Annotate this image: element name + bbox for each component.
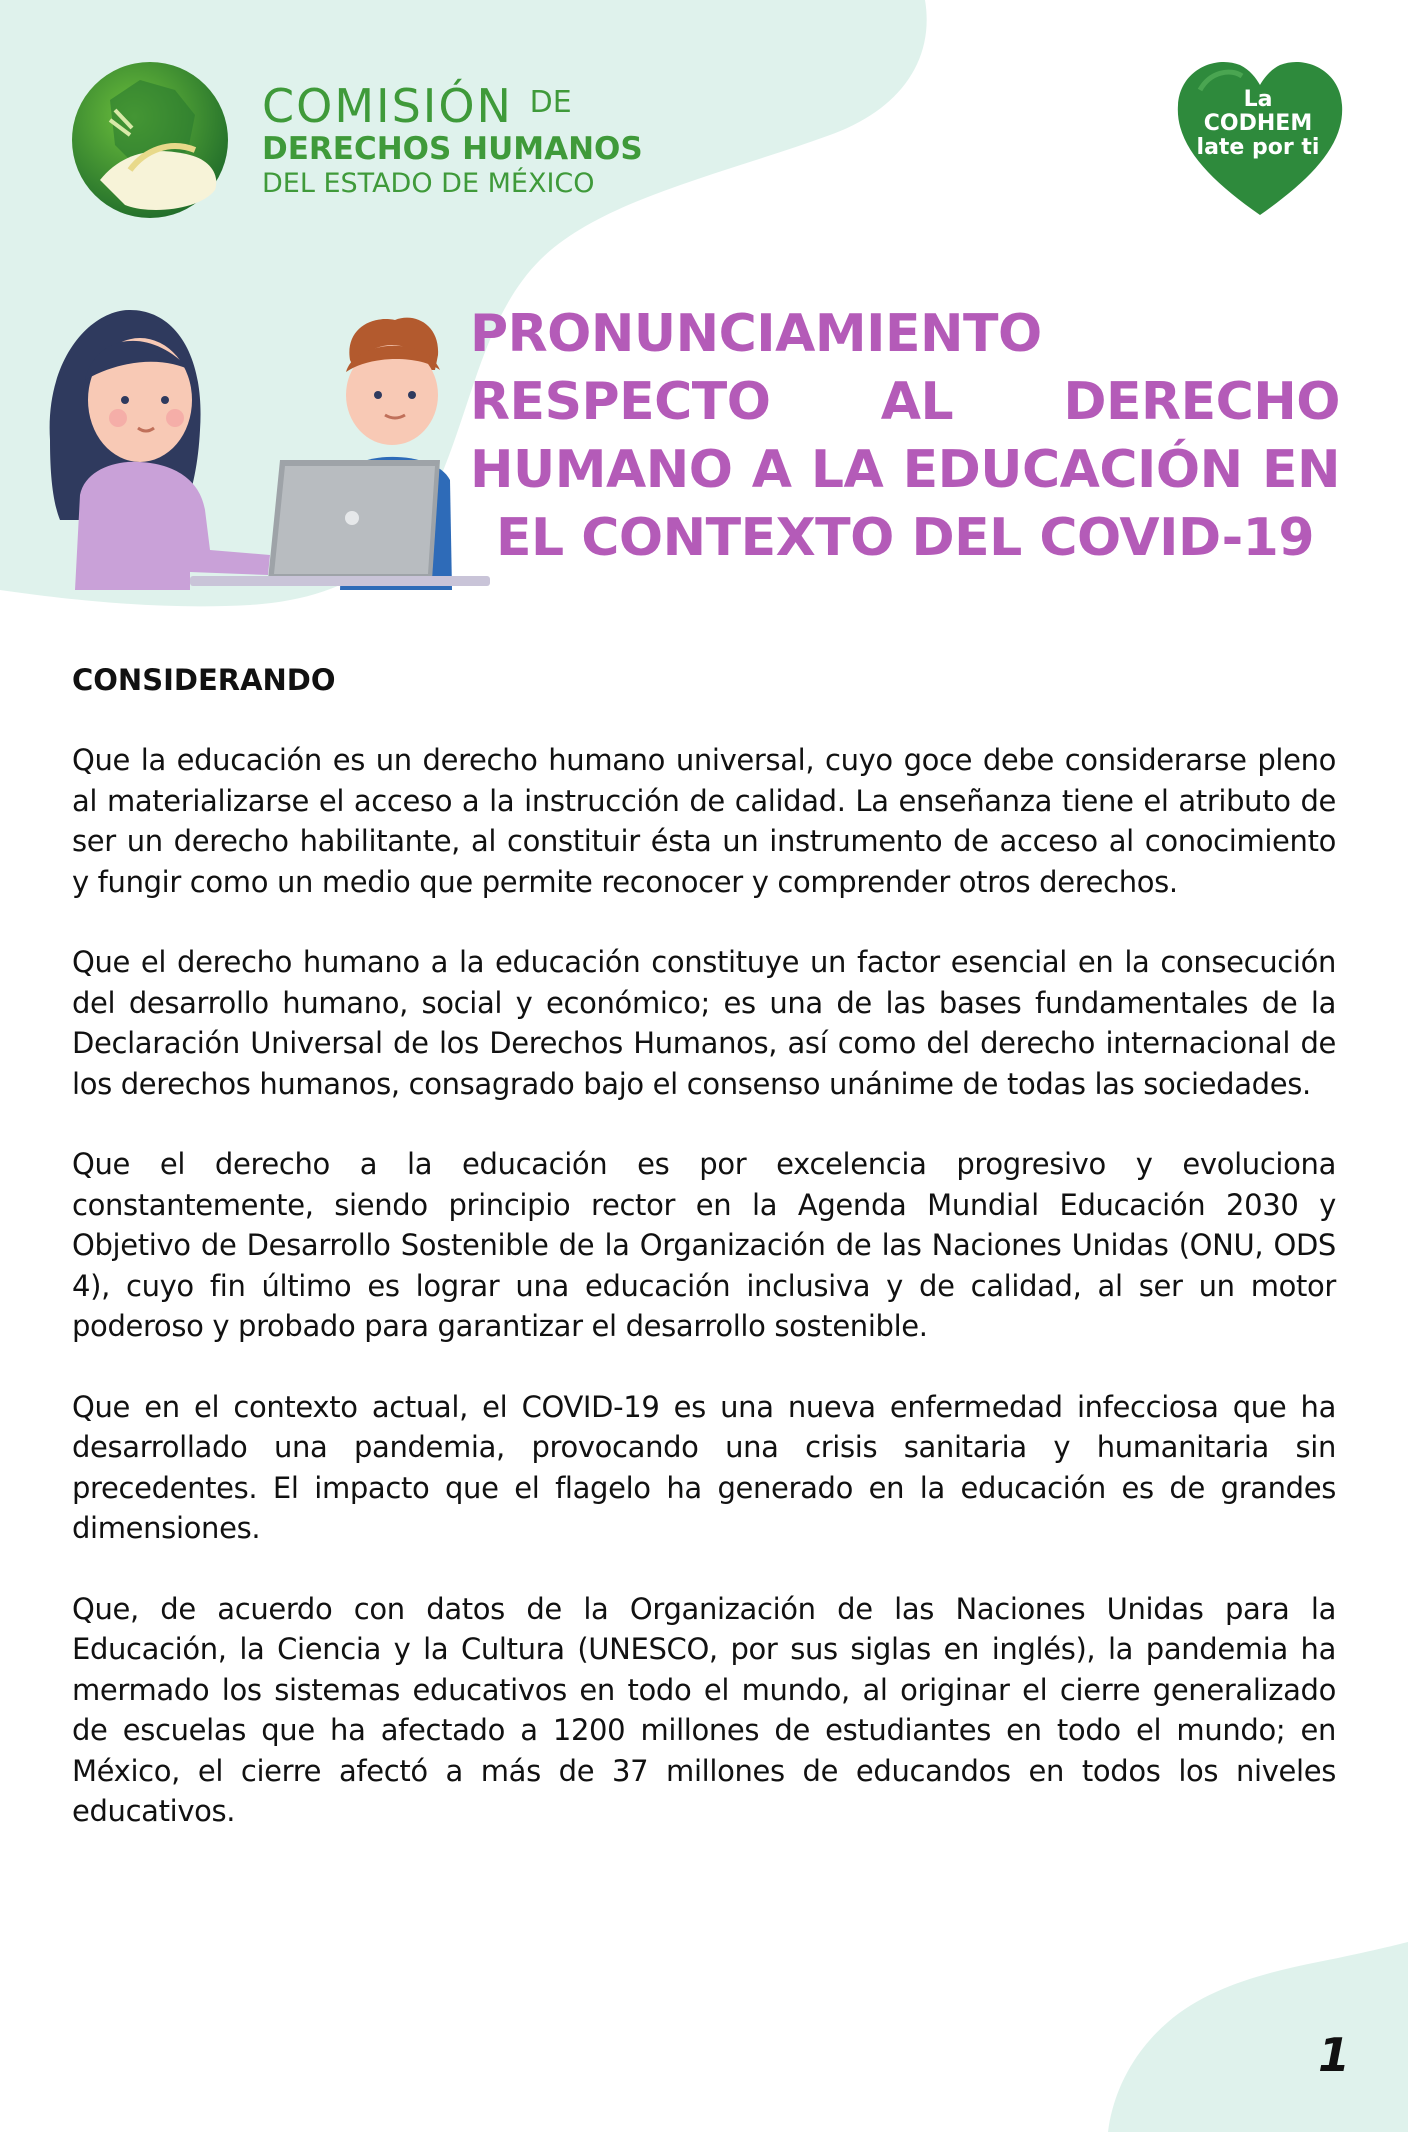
dove-map-emblem-icon	[70, 60, 230, 220]
section-heading: CONSIDERANDO	[72, 663, 336, 697]
logo-title: COMISIÓN $^{DE}$	[262, 79, 572, 133]
paragraph: Que la educación es un derecho humano universal, cuyo goce debe considerarse pleno al materializarse el acceso a la instrucción de calidad. La enseñanza tiene el atributo de ser un derecho habilitante, al constituir ésta un instrumento de acceso al conocimiento y fungir como un medio que permite reconocer y comprender otros derechos.	[72, 743, 1336, 899]
codhem-logo	[70, 60, 643, 220]
logo-subtitle: DERECHOS HUMANOS	[262, 131, 643, 167]
paragraph: Que en el contexto actual, el COVID-19 es una nueva enfermedad infecciosa que ha desarrollado una pandemia, provocando una crisis sanitaria y humanitaria sin precedentes. El impacto que el flagelo ha generado en la educación es de grandes dimensiones.	[72, 1389, 1336, 1545]
children-laptop-illustration	[40, 300, 490, 590]
paragraph: Que el derecho a la educación es por excelencia progresivo y evoluciona constantemente, siendo principio rector en la Agenda Mundial Educación 2030 y Objetivo de Desarrollo Sostenible de la Organización de las Naciones Unidas (ONU, ODS 4), cuyo fin último es lograr una educación inclusiva y de calidad, al ser un motor poderoso y probado para garantizar el desarrollo sostenible.	[72, 1147, 1336, 1343]
heart-badge-text: La CODHEM late por ti	[1196, 87, 1320, 160]
paragraph: Que el derecho humano a la educación constituye un factor esencial en la consecución del desarrollo humano, social y económico; es una de las bases fundamentales de la Declaración Universal de los Derechos Humanos, así como del derecho internacional de los derechos humanos, consagrado bajo el consenso unánime de todas las sociedades.	[72, 945, 1336, 1101]
corner-shape	[1108, 1942, 1408, 2132]
logo-state: DEL ESTADO DE MÉXICO	[262, 168, 595, 199]
document-title: PRONUNCIAMIENTO RESPECTO AL DERECHO HUMANO A LA EDUCACIÓN EN EL CONTEXTO DEL COVID-19	[470, 304, 1340, 568]
paragraph: Que, de acuerdo con datos de la Organización de las Naciones Unidas para la Educación, la Ciencia y la Cultura (UNESCO, por sus siglas en inglés), la pandemia ha mermado los sistemas educativos en todo el mundo, al originar el cierre generalizado de escuelas que ha afectado a 1200 millones de estudiantes en todo el mundo; en México, el cierre afectó a más de 37 millones de educandos en todos los niveles educativos.	[72, 1591, 1336, 1828]
document-body	[72, 660, 1336, 1872]
page-number: 1	[1318, 2028, 1351, 2082]
